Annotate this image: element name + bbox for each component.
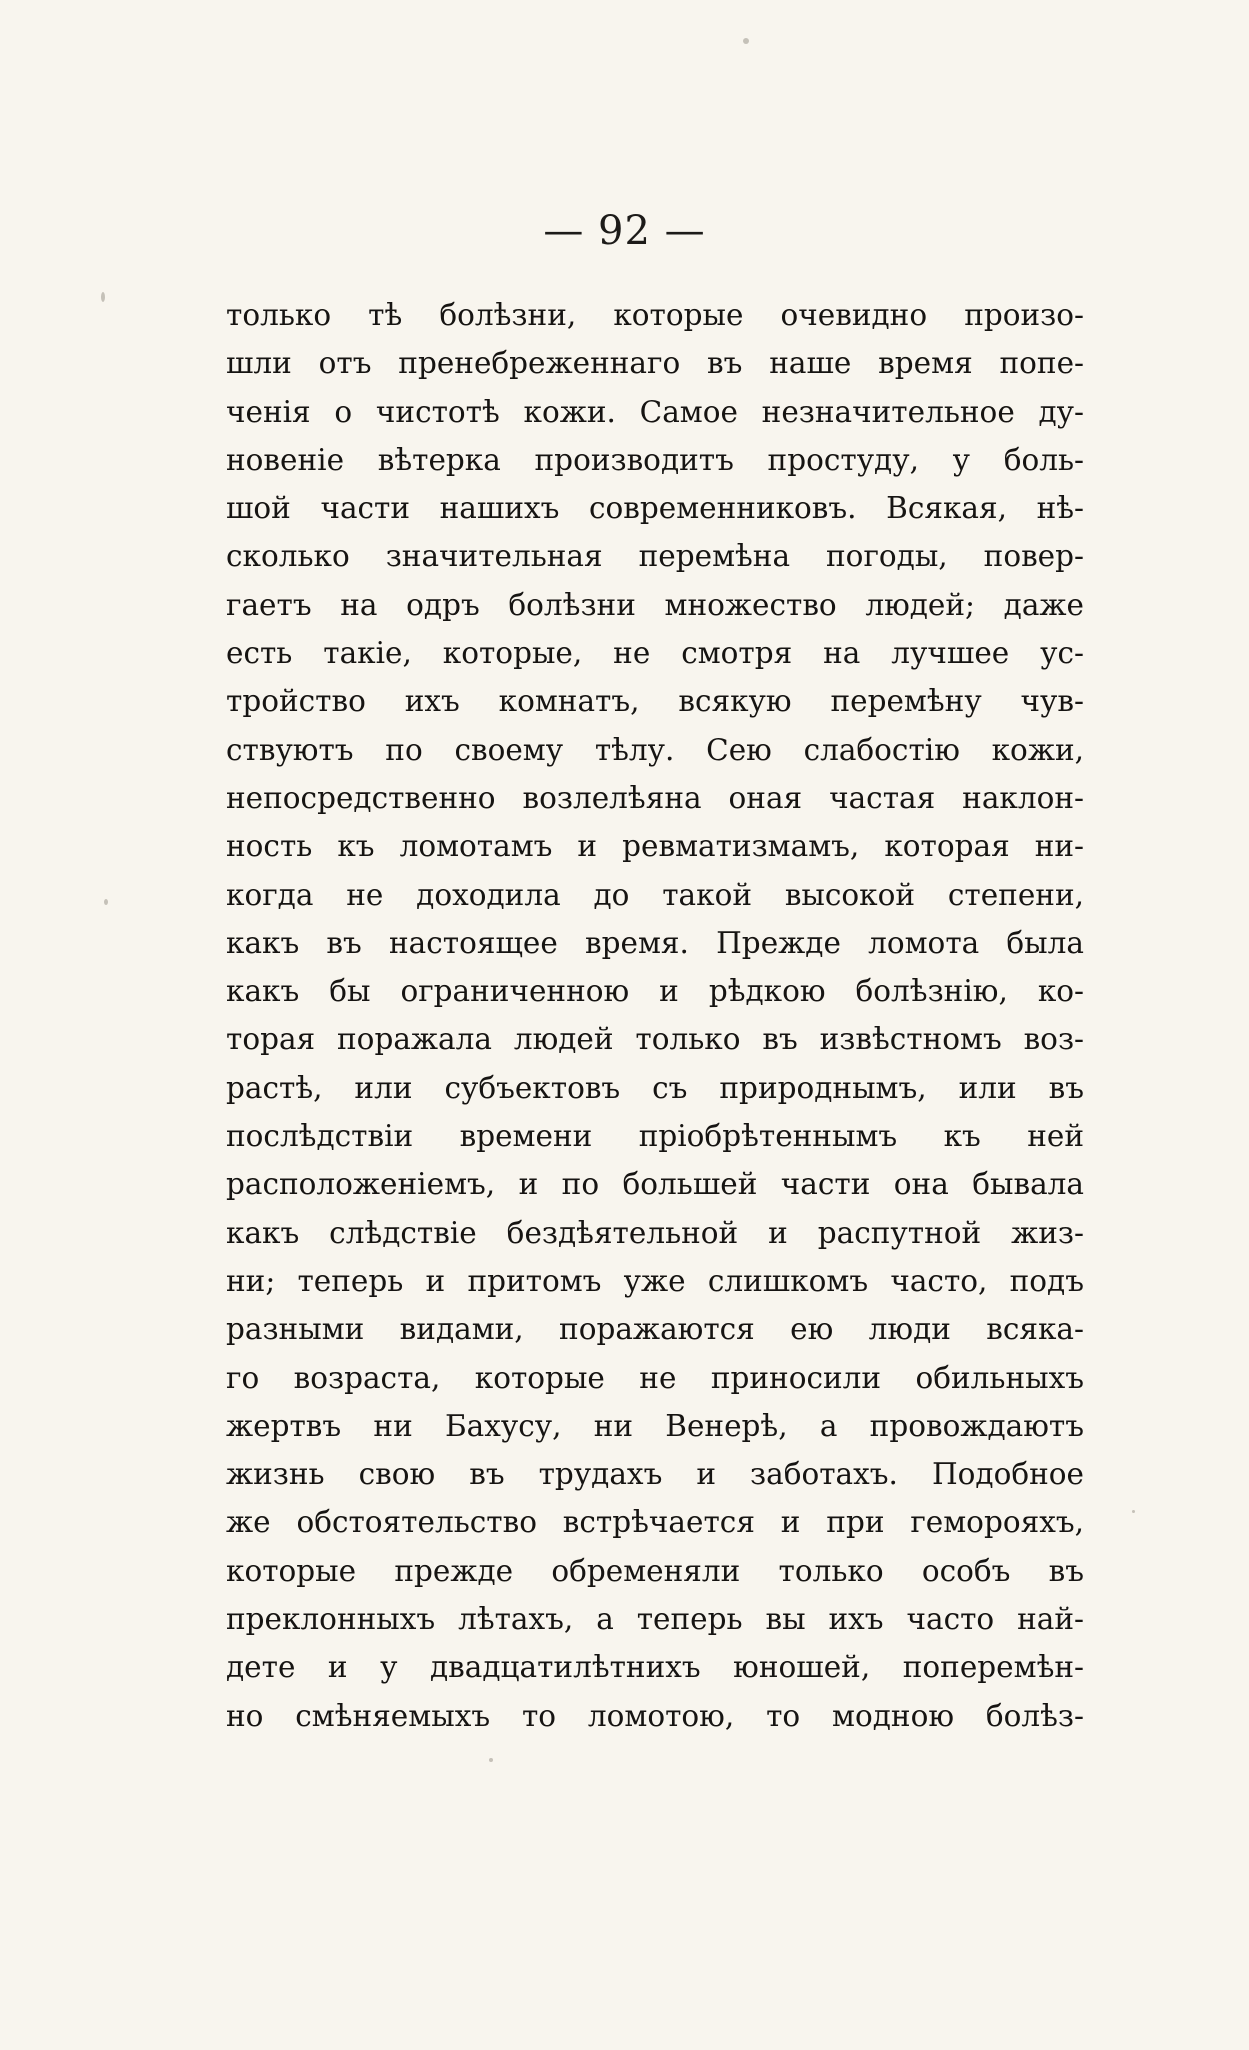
text-line-22: разными видами, поражаются ею люди всяка- [226, 1312, 1084, 1347]
text-line-19: расположеніемъ, и по большей части она бывала [226, 1167, 1084, 1202]
paper-speck [101, 292, 105, 302]
text-line-9: тройство ихъ комнатъ, всякую перемѣну чув- [226, 684, 1084, 719]
text-line-7: гаетъ на одръ болѣзни множество людей; даже [226, 587, 1084, 622]
paper-speck [104, 899, 108, 905]
text-line-26: же обстоятельство встрѣчается и при геморояхъ, [226, 1505, 1084, 1540]
text-line-16: торая поражала людей только въ извѣстномъ воз- [226, 1022, 1084, 1057]
text-line-13: когда не доходила до такой высокой степени, [226, 877, 1084, 912]
text-line-10: ствуютъ по своему тѣлу. Сею слабостію кожи, [226, 732, 1084, 767]
text-line-2: шли отъ пренебреженнаго въ наше время попе- [226, 346, 1084, 381]
text-line-11: непосредственно возлелѣяна оная частая наклон- [226, 780, 1084, 815]
text-line-27: которые прежде обременяли только особъ въ [226, 1553, 1084, 1588]
text-line-12: ность къ ломотамъ и ревматизмамъ, которая ни- [226, 829, 1084, 864]
text-line-17: растѣ, или субъектовъ съ природнымъ, или въ [226, 1070, 1084, 1105]
text-line-29: дете и у двадцатилѣтнихъ юношей, поперемѣн- [226, 1650, 1084, 1685]
paper-speck [743, 38, 749, 44]
text-line-30: но смѣняемыхъ то ломотою, то модною болѣз- [226, 1698, 1084, 1733]
text-line-5: шой части нашихъ современниковъ. Всякая, нѣ- [226, 491, 1084, 526]
body-text [226, 291, 1084, 1740]
text-line-25: жизнь свою въ трудахъ и заботахъ. Подобное [226, 1457, 1084, 1492]
text-line-18: послѣдствіи времени пріобрѣтеннымъ къ ней [226, 1119, 1084, 1154]
paper-speck [1132, 1510, 1135, 1513]
text-line-20: какъ слѣдствіе бездѣятельной и распутной жиз- [226, 1215, 1084, 1250]
text-line-8: есть такіе, которые, не смотря на лучшее ус- [226, 636, 1084, 671]
text-line-6: сколько значительная перемѣна погоды, повер- [226, 539, 1084, 574]
text-line-23: го возраста, которые не приносили обильныхъ [226, 1360, 1084, 1395]
text-line-3: ченія о чистотѣ кожи. Самое незначительное ду- [226, 394, 1084, 429]
text-line-1: только тѣ болѣзни, которые очевидно произо- [226, 298, 1084, 332]
text-line-4: новеніе вѣтерка производитъ простуду, у боль- [226, 442, 1084, 477]
text-line-21: ни; теперь и притомъ уже слишкомъ часто, подъ [226, 1263, 1084, 1298]
page-number: — 92 — [543, 208, 706, 254]
text-line-15: какъ бы ограниченною и рѣдкою болѣзнію, ко- [226, 974, 1084, 1009]
text-line-24: жертвъ ни Бахусу, ни Венерѣ, а провождаютъ [226, 1408, 1084, 1443]
text-line-14: какъ въ настоящее время. Прежде ломота была [226, 925, 1084, 960]
paper-speck [489, 1758, 493, 1762]
text-line-28: преклонныхъ лѣтахъ, а теперь вы ихъ часто най- [226, 1602, 1084, 1637]
